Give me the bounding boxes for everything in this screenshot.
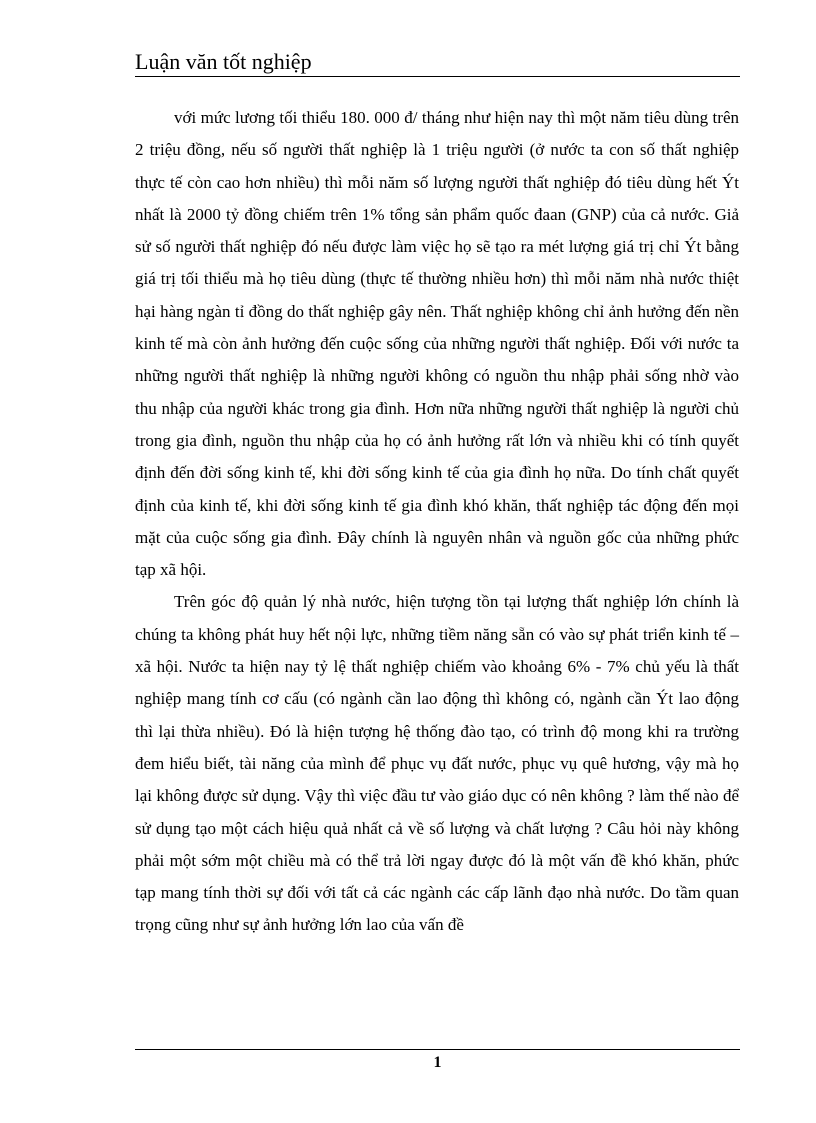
paragraph-2: Trên góc độ quản lý nhà nước, hiện tượng tồn tại lượng thất nghiệp lớn chính là chúng ta không phát huy hết nội lực, những tiềm năng sẵn có vào sự phát triển kinh tế – xã hội. Nước ta hiện nay tỷ lệ thất nghiệp chiếm vào khoảng 6% - 7% chủ yếu là thất nghiệp mang tính cơ cấu (có ngành cần lao động thì không có, ngành cần Ýt lao động thì lại thừa nhiều). Đó là hiện tượng hệ thống đào tạo, có trình độ mong khi ra trường đem hiểu biết, tài năng của mình để phục vụ đất nước, phục vụ quê hương, vậy mà họ lại không được sử dụng. Vậy thì việc đầu tư vào giáo dục có nên không ? làm thế nào để sử dụng tạo một cách hiệu quả nhất cả về số lượng và chất lượng ? Câu hỏi này không phải một sớm một chiều mà có thể trả lời ngay được đó là một vấn đề khó khăn, phức tạp mang tính thời sự đối với tất cả các ngành các cấp lãnh đạo nhà nước. Do tầm quan trọng cũng như sự ảnh hưởng lớn lao của vấn đề	[135, 592, 739, 935]
page-footer	[135, 1049, 740, 1073]
page-number: 1	[433, 1054, 442, 1071]
body-text	[135, 102, 739, 942]
paragraph-1: với mức lương tối thiểu 180. 000 đ/ tháng như hiện nay thì một năm tiêu dùng trên 2 triệu đồng, nếu số người thất nghiệp là 1 triệu người (ở nước ta con số thất nghiệp thực tế còn cao hơn nhiều) thì mỗi năm số lượng người thất nghiệp đó tiêu dùng hết Ýt nhất là 2000 tỷ đồng chiếm trên 1% tổng sản phẩm quốc đaan (GNP) của cả nước. Giả sử số người thất nghiệp đó nếu được làm việc họ sẽ tạo ra mét lượng giá trị chỉ Ýt bằng giá trị tối thiểu mà họ tiêu dùng (thực tế thường nhiều hơn) thì mỗi năm nhà nước thiệt hại hàng ngàn tỉ đồng do thất nghiệp gây nên. Thất nghiệp không chỉ ảnh hưởng đến nền kinh tế mà còn ảnh hưởng đến cuộc sống của những người thất nghiệp. Đối với nước ta những người thất nghiệp là những người không có nguồn thu nhập phải sống nhờ vào thu nhập của người khác trong gia đình. Hơn nữa những người thất nghiệp là người chủ trong gia đình, nguồn thu nhập của họ có ảnh hưởng rất lớn và nhiều khi có tính quyết định đến đời sống kinh tế, khi đời sống kinh tế của gia đình họ nữa. Do tính chất quyết định của kinh tế, khi đời sống kinh tế gia đình khó khăn, thất nghiệp tác động đến mọi mặt của cuộc sống gia đình. Đây chính là nguyên nhân và nguồn gốc của những phức tạp xã hội.	[135, 108, 739, 580]
page-header	[135, 46, 740, 77]
document-title: Luận văn tốt nghiệp	[135, 49, 312, 74]
